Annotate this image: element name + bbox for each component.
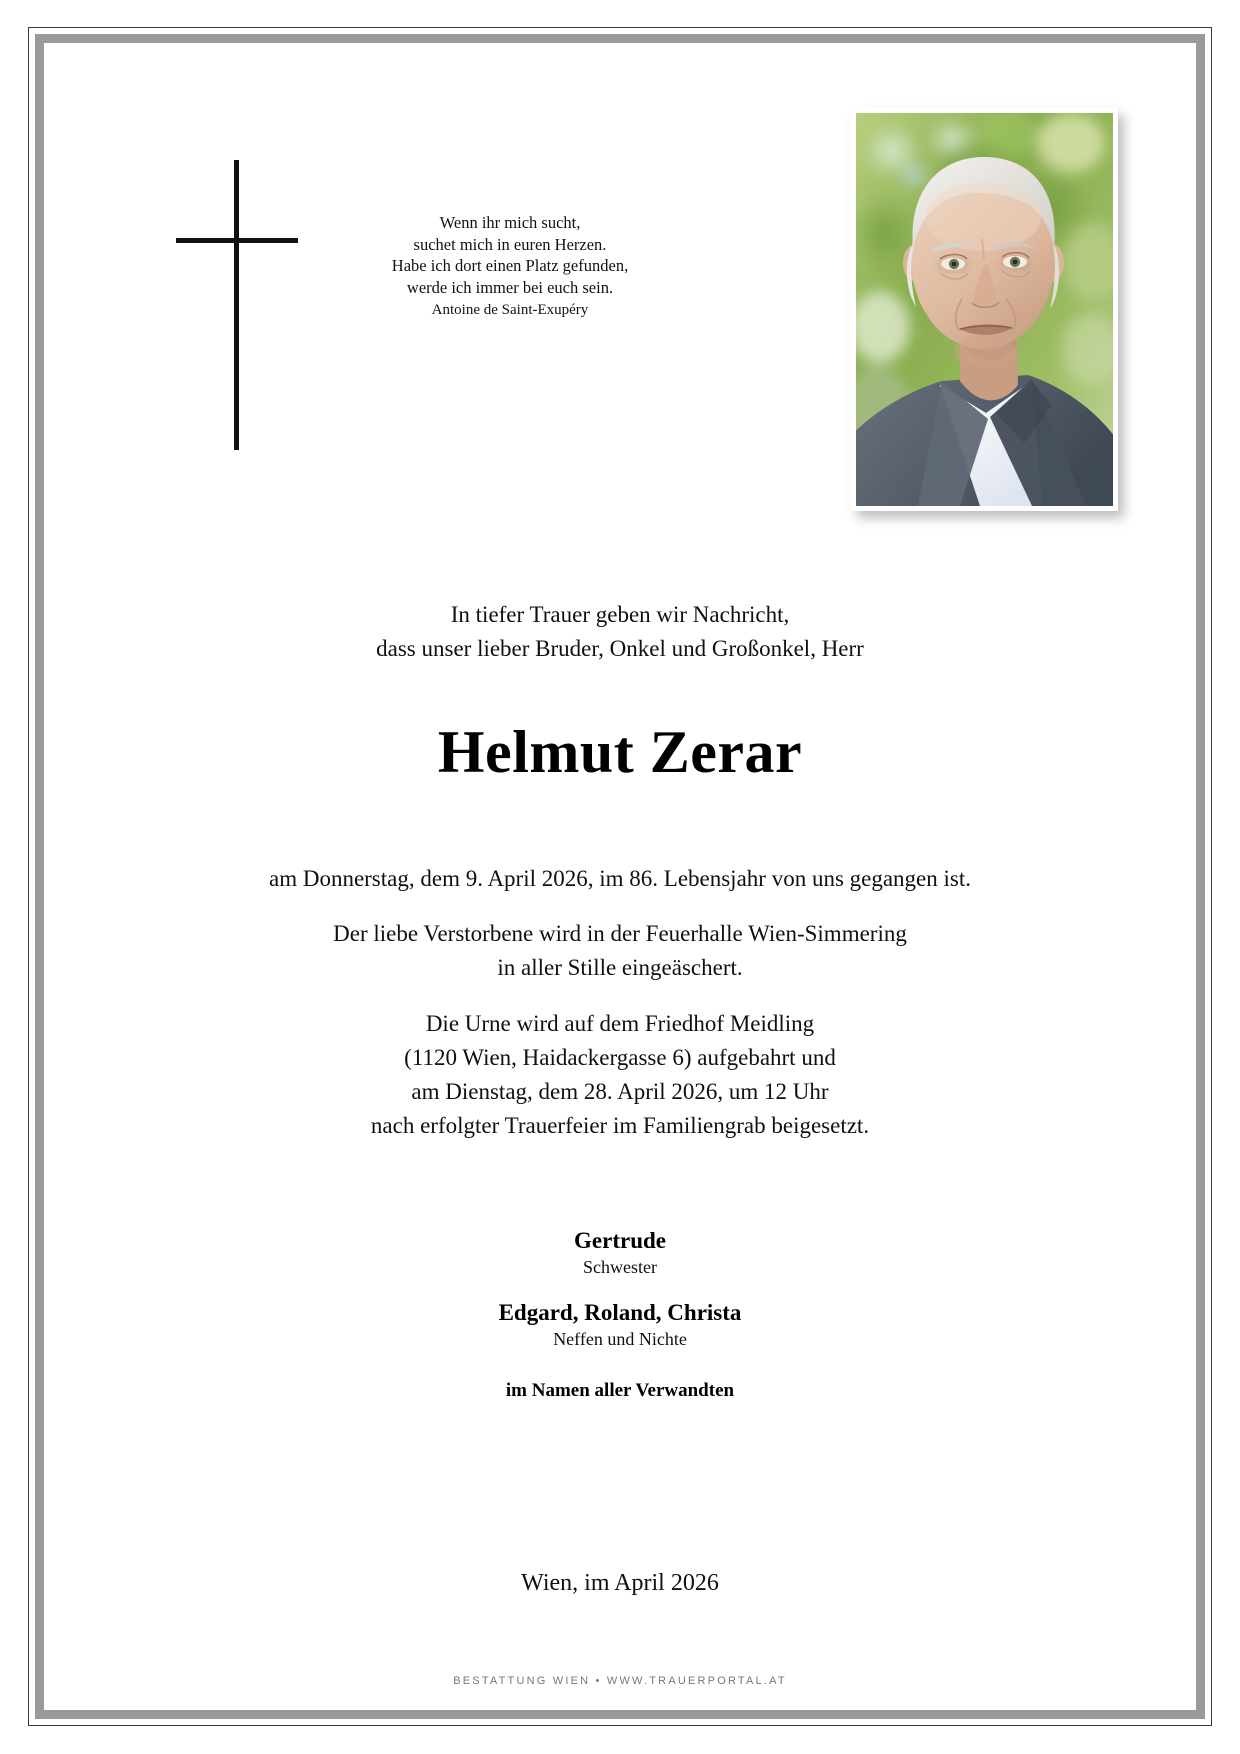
cremation-line-1: Der liebe Verstorbene wird in der Feuerhalle Wien-Simmering: [333, 921, 907, 946]
place-and-date: Wien, im April 2026: [521, 1570, 719, 1596]
quote-line-2: suchet mich in euren Herzen.: [413, 234, 607, 254]
cremation-paragraph: [120, 917, 1120, 985]
relatives-section: [120, 1226, 1120, 1402]
burial-paragraph: [120, 1007, 1120, 1143]
quote-line-3: Habe ich dort einen Platz gefunden,: [391, 256, 629, 275]
burial-line-4: nach erfolgter Trauerfeier im Familiengrab beigesetzt.: [370, 1113, 870, 1138]
intro-line-1: In tiefer Trauer geben wir Nachricht,: [450, 602, 790, 627]
photo-image: [856, 113, 1113, 506]
cremation-line-2: in aller Stille eingeäschert.: [497, 955, 743, 980]
burial-line-2: (1120 Wien, Haidackergasse 6) aufgebahrt und: [404, 1045, 836, 1070]
death-statement: am Donnerstag, dem 9. April 2026, im 86. Lebensjahr von uns gegangen ist.: [268, 866, 972, 891]
memorial-quote: [355, 212, 665, 322]
relative-role-2: Neffen und Nichte: [553, 1329, 687, 1349]
relative-names-1: Gertrude: [574, 1228, 666, 1253]
cross-vertical-bar: [234, 160, 239, 450]
relative-role-1: Schwester: [583, 1257, 657, 1277]
quote-line-4: werde ich immer bei euch sein.: [406, 277, 614, 297]
quote-author: Antoine de Saint-Exupéry: [431, 302, 589, 318]
footer-imprint: BESTATTUNG WIEN • WWW.TRAUERPORTAL.AT: [453, 1675, 787, 1687]
portrait-photo: [851, 108, 1128, 521]
portrait-illustration: [856, 113, 1113, 506]
announcement-intro: [120, 598, 1120, 666]
deceased-name: Helmut Zerar: [437, 719, 803, 785]
cross-horizontal-bar: [176, 238, 298, 243]
relative-names-2: Edgard, Roland, Christa: [498, 1300, 742, 1325]
burial-line-3: am Dienstag, dem 28. April 2026, um 12 Uhr: [411, 1079, 829, 1104]
intro-line-2: dass unser lieber Bruder, Onkel und Großonkel, Herr: [376, 636, 864, 661]
photo-frame: [851, 108, 1118, 511]
relatives-closing: im Namen aller Verwandten: [505, 1380, 735, 1401]
burial-line-1: Die Urne wird auf dem Friedhof Meidling: [425, 1011, 815, 1036]
latin-cross-icon: [176, 160, 298, 450]
quote-line-1: Wenn ihr mich sucht,: [439, 213, 581, 232]
